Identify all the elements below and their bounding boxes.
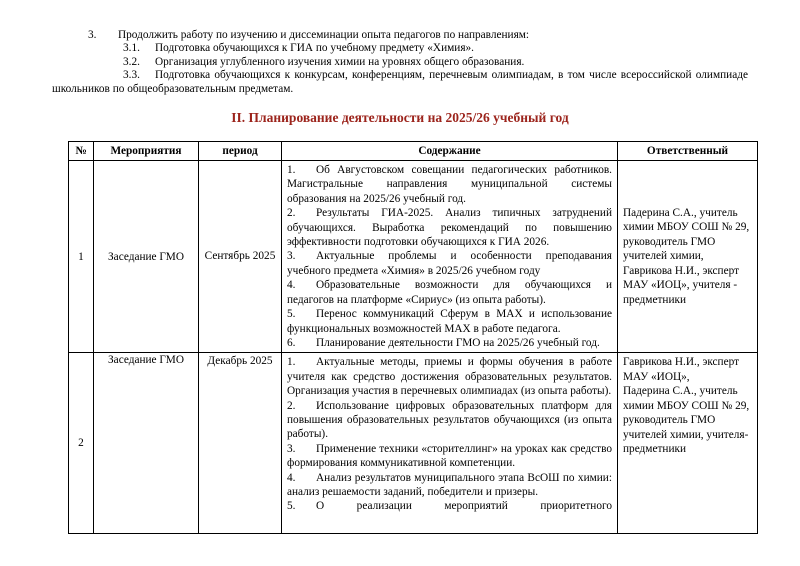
content-item	[287, 206, 612, 249]
content-cell	[282, 353, 618, 534]
intro-item-3-2	[52, 56, 748, 69]
list-number: 3.1.	[123, 42, 140, 55]
row-number-cell: 2	[69, 353, 94, 534]
item-number: 2.	[287, 207, 296, 220]
content-item	[287, 399, 612, 442]
header-num: №	[69, 142, 94, 161]
item-text: Перенос коммуникаций Сферум в MAX и использование функциональных возможностей MAX в работе педагога.	[287, 308, 612, 335]
header-period: период	[199, 142, 282, 161]
period-text: Сентябрь 2025	[204, 250, 276, 263]
content-item	[287, 163, 612, 206]
table-row	[69, 353, 758, 534]
item-number: 3.	[287, 250, 296, 263]
intro-item-text: Продолжить работу по изучению и диссеминации опыта педагогов по направлениям:	[118, 29, 530, 41]
responsible-text: Гаврикова Н.И., эксперт МАУ «ИОЦ»,	[623, 356, 740, 383]
content-cell	[282, 161, 618, 353]
table-row	[69, 161, 758, 353]
responsible-cell	[618, 353, 758, 534]
period-cell	[199, 161, 282, 353]
content-item	[287, 307, 612, 336]
event-cell: Заседание ГМО	[94, 353, 199, 534]
intro-list	[0, 0, 800, 96]
content-item	[287, 249, 612, 278]
item-text: Использование цифровых образовательных платформ для повышения образовательных результатов обучающихся (из опыта работы).	[287, 399, 612, 441]
event-cell: Заседание ГМО	[94, 161, 199, 353]
item-number: 4.	[287, 471, 296, 484]
content-item	[287, 442, 612, 471]
item-text: Об Августовском совещании педагогических работников. Магистральные направления муниципальной системы образования на 2025/26 учебный год.	[287, 164, 612, 205]
item-number: 5.	[287, 500, 296, 513]
item-number: 3.	[287, 442, 296, 455]
list-number: 3.	[88, 29, 97, 41]
item-text: Применение техники «сторителлинг» на уроках как средство формирования коммуникативной компетенции.	[287, 442, 612, 470]
content-item	[287, 499, 612, 513]
plan-table	[68, 141, 758, 534]
item-number: 1.	[287, 356, 296, 369]
intro-item-3-1	[52, 42, 748, 55]
content-item	[287, 471, 612, 500]
period-cell	[199, 353, 282, 534]
item-text: Анализ результатов муниципального этапа ВсОШ по химии: анализ решаемости заданий, победители и призеры.	[287, 471, 612, 498]
item-number: 4.	[287, 279, 296, 292]
item-text: Актуальные методы, приемы и формы обучения в работе учителя как средство достижения образовательных результатов. Организация участия в перечневых олимпиадах (из опыта работы).	[287, 356, 612, 398]
list-number: 3.3.	[123, 69, 140, 82]
item-text: Актуальные проблемы и особенности преподавания учебного предмета «Химия» в 2025/26 учебном году	[287, 250, 612, 277]
item-number: 1.	[287, 164, 296, 177]
intro-item-3-3	[52, 69, 748, 96]
intro-item-text: Организация углубленного изучения химии на уровнях общего образования.	[155, 55, 525, 68]
header-event: Мероприятия	[94, 142, 199, 161]
item-text: Образовательные возможности для обучающихся и педагогов на платформе «Сириус» (из опыта работы).	[287, 279, 612, 306]
item-number: 2.	[287, 399, 296, 412]
period-text: Декабрь 2025	[207, 355, 273, 368]
content-item	[287, 278, 612, 307]
list-number: 3.2.	[123, 55, 140, 68]
header-responsible: Ответственный	[618, 142, 758, 161]
intro-item-text: Подготовка обучающихся к конкурсам, конференциям, перечневым олимпиадам, в том числе всероссийской олимпиаде школьников по общеобразовательным предметам.	[52, 69, 748, 95]
header-content: Содержание	[282, 142, 618, 161]
item-number: 6.	[287, 336, 296, 349]
intro-item-text: Подготовка обучающихся к ГИА по учебному предмету «Химия».	[155, 42, 474, 55]
table-header-row	[69, 142, 758, 161]
item-number: 5.	[287, 308, 296, 321]
content-item	[287, 355, 612, 398]
responsible-text: Падерина С.А., учитель химии МБОУ СОШ № 29, руководитель ГМО учителей химии, учителя-предметники	[623, 385, 750, 456]
responsible-text: Падерина С.А., учитель химии МБОУ СОШ № 29, руководитель ГМО учителей химии, Гаврикова Н.И., эксперт МАУ «ИОЦ», учителя - предметники	[623, 206, 750, 306]
item-text: Результаты ГИА-2025. Анализ типичных затруднений обучающихся. Выработка рекомендаций по повышению эффективности подготовки обучающихся к ГИА 2026.	[287, 207, 612, 249]
item-text: Планирование деятельности ГМО на 2025/26 учебный год.	[316, 336, 600, 349]
section-heading: II. Планирование деятельности на 2025/26 учебный год	[231, 110, 569, 126]
intro-item-3	[52, 29, 748, 42]
content-item	[287, 336, 612, 350]
responsible-cell	[618, 161, 758, 353]
item-text: О реализации мероприятий приоритетного	[316, 500, 612, 513]
row-number-cell: 1	[69, 161, 94, 353]
